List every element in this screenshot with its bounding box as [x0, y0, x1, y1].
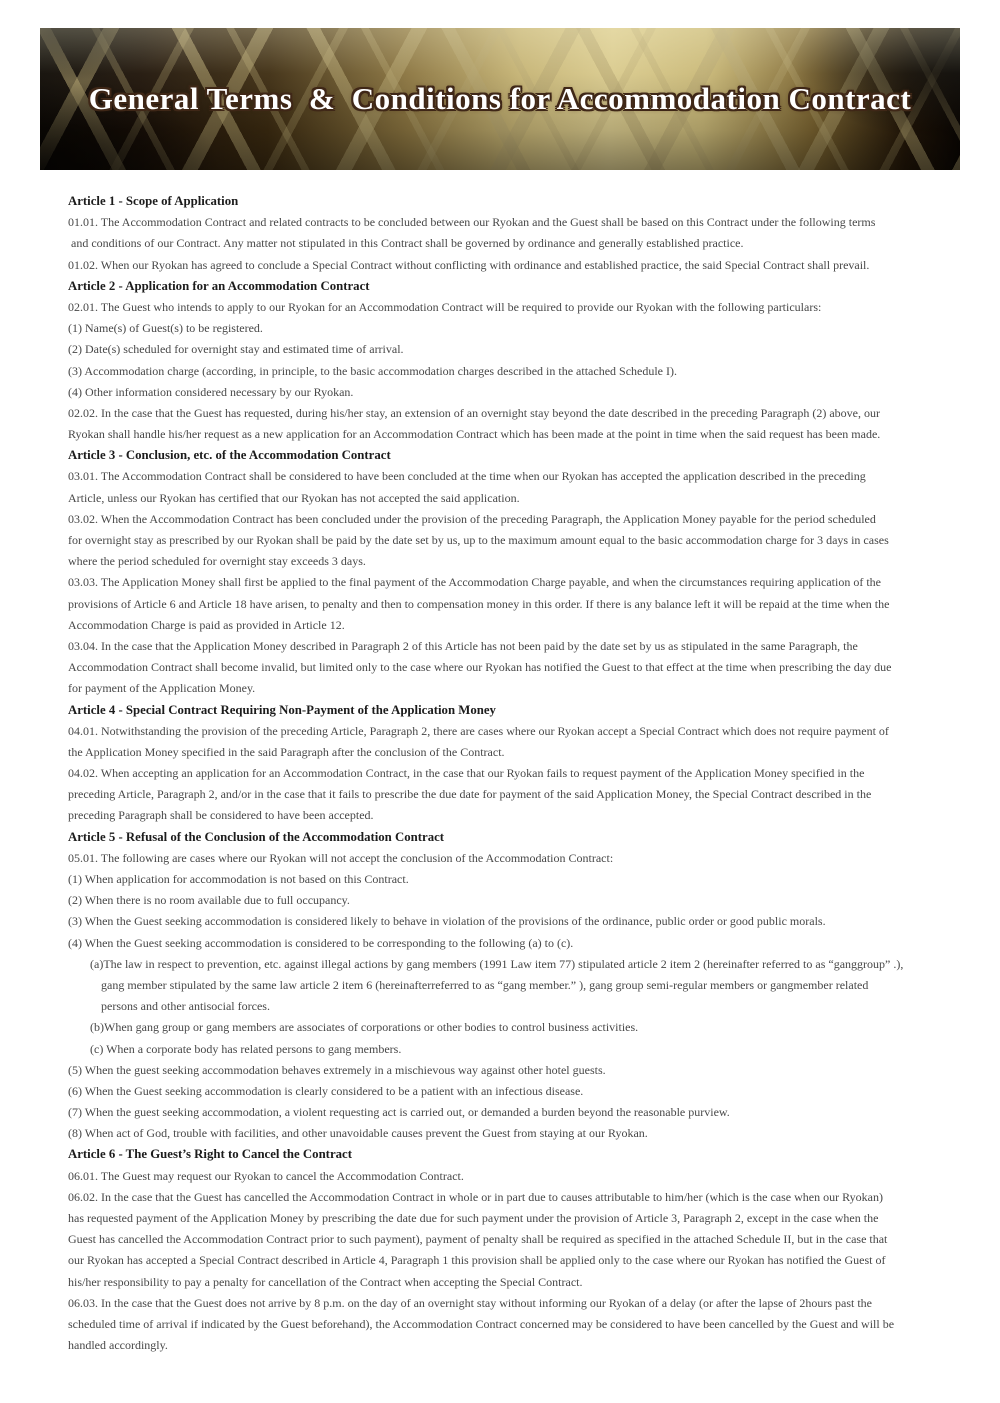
text-line: (7) When the guest seeking accommodation, a violent requesting act is carried out, or demanded a burden beyond the reasonable purview.: [68, 1105, 730, 1120]
text-line: (4) Other information considered necessary by our Ryokan.: [68, 384, 354, 399]
text-line: 04.01. Notwithstanding the provision of the preceding Article, Paragraph 2, there are cases where our Ryokan accept a Special Contract which does not require payment of: [68, 723, 889, 738]
text-line: Accommodation Contract shall become invalid, but limited only to the case where our Ryokan has notified the Guest to that effect at the time when prescribing the day due: [68, 660, 892, 675]
text-line: (6) When the Guest seeking accommodation is clearly considered to be a patient with an infectious disease.: [68, 1083, 584, 1098]
text-line: the Application Money specified in the said Paragraph after the conclusion of the Contract.: [68, 744, 505, 759]
paragraph: [68, 721, 968, 763]
text-line: Accommodation Charge is paid as provided in Article 12.: [68, 617, 345, 632]
article-heading: Article 5 - Refusal of the Conclusion of the Accommodation Contract: [68, 829, 445, 844]
text-line: for overnight stay as prescribed by our Ryokan shall be paid by the date set by us, up to the maximum amount equal to the basic accommodation charge for 3 days in cases: [68, 533, 889, 547]
text-line: preceding Article, Paragraph 2, and/or in the case that it fails to prescribe the due date for payment of the said Application Money, the Special Contract described in the: [68, 787, 872, 802]
text-line: (c) When a corporate body has related persons to gang members.: [90, 1041, 402, 1056]
text-line: has requested payment of the Application Money by prescribing the date due for such payment under the provision of Article 3, Paragraph 2, except in the case when the: [68, 1211, 879, 1225]
paragraph: [68, 869, 968, 890]
text-line: preceding Paragraph shall be considered to have been accepted.: [68, 808, 374, 823]
text-line: 04.02. When accepting an application for an Accommodation Contract, in the case that our Ryokan fails to request payment of the Application Money specified in the: [68, 766, 865, 781]
text-line: 02.02. In the case that the Guest has requested, during his/her stay, an extension of an overnight stay beyond the date described in the preceding Paragraph (2) above, our: [68, 405, 880, 420]
paragraph: [68, 1017, 968, 1038]
text-line: (1) Name(s) of Guest(s) to be registered.: [68, 321, 263, 336]
paragraph: [68, 297, 968, 318]
article-heading: Article 2 - Application for an Accommodation Contract: [68, 278, 370, 293]
paragraph: [68, 212, 968, 254]
text-line: Guest has cancelled the Accommodation Contract prior to such payment), payment of penalty shall be required as specified in the attached Schedule II, but in the case that: [68, 1232, 888, 1247]
paragraph: [68, 1123, 968, 1144]
text-line: 01.01. The Accommodation Contract and related contracts to be concluded between our Ryokan and the Guest shall be based on this Contract under the following terms: [68, 215, 876, 230]
document-body: [68, 191, 968, 1356]
paragraph: [68, 339, 968, 360]
page-title: General Terms & Conditions for Accommodation Contract: [88, 81, 912, 116]
text-line: (4) When the Guest seeking accommodation is considered to be corresponding to the following (a) to (c).: [68, 935, 574, 950]
text-line: (3) Accommodation charge (according, in principle, to the basic accommodation charges described in the attached Schedule I).: [68, 363, 677, 378]
paragraph: [68, 382, 968, 403]
article-heading: Article 3 - Conclusion, etc. of the Accommodation Contract: [68, 448, 391, 463]
text-line: 06.01. The Guest may request our Ryokan to cancel the Accommodation Contract.: [68, 1168, 464, 1183]
text-line: (a)The law in respect to prevention, etc. against illegal actions by gang members (1991 Law item 77) stipulated article 2 item 2 (hereinafter referred to as “ganggroup” .),: [90, 956, 904, 971]
paragraph: [68, 318, 968, 339]
paragraph: [68, 636, 968, 700]
paragraph: [68, 1166, 968, 1187]
text-line: (b)When gang group or gang members are associates of corporations or other bodies to control business activities.: [90, 1020, 639, 1035]
text-line: gang member stipulated by the same law article 2 item 6 (hereinafterreferred to as “gang member.” ), gang group semi-regular members or gangmember related: [101, 977, 869, 992]
title-banner: [40, 28, 960, 170]
paragraph: [68, 1081, 968, 1102]
paragraph: [68, 572, 968, 636]
text-line: Article, unless our Ryokan has certified that our Ryokan has not accepted the said application.: [68, 490, 520, 505]
paragraph: [68, 1102, 968, 1123]
paragraph: [68, 466, 968, 508]
text-line: 03.04. In the case that the Application Money described in Paragraph 2 of this Article has not been paid by the date set by us as stipulated in the same Paragraph, the: [68, 638, 858, 653]
text-line: provisions of Article 6 and Article 18 have arisen, to penalty and then to compensation money in this order. If there is any balance left it will be repaid at the time when the: [68, 596, 890, 611]
paragraph: [68, 890, 968, 911]
article-heading: Article 1 - Scope of Application: [68, 194, 239, 208]
text-line: and conditions of our Contract. Any matter not stipulated in this Contract shall be governed by ordinance and generally established practice.: [68, 236, 744, 251]
text-line: (2) Date(s) scheduled for overnight stay and estimated time of arrival.: [68, 342, 404, 357]
paragraph: [68, 848, 968, 869]
text-line: handled accordingly.: [68, 1338, 168, 1353]
paragraph: [68, 911, 968, 932]
text-line: his/her responsibility to pay a penalty for cancellation of the Contract when accepting the Special Contract.: [68, 1274, 583, 1289]
text-line: (3) When the Guest seeking accommodation is considered likely to behave in violation of the provisions of the ordinance, public order or good public morals.: [68, 914, 826, 929]
paragraph: [68, 255, 968, 276]
text-line: scheduled time of arrival if indicated by the Guest beforehand), the Accommodation Contract concerned may be considered to have been cancelled by the Guest and will be: [68, 1316, 895, 1331]
text-line: (1) When application for accommodation is not based on this Contract.: [68, 872, 409, 886]
paragraph: [68, 1060, 968, 1081]
paragraph: [68, 1039, 968, 1060]
paragraph: [68, 509, 968, 573]
text-line: 05.01. The following are cases where our Ryokan will not accept the conclusion of the Accommodation Contract:: [68, 850, 614, 865]
text-line: our Ryokan has accepted a Special Contract described in Article 4, Paragraph 1 this provision shall be applied only to the case where our Ryokan has notified the Guest of: [68, 1253, 886, 1268]
text-line: 03.03. The Application Money shall first be applied to the final payment of the Accommodation Charge payable, and when the circumstances requiring application of the: [68, 575, 881, 590]
text-line: for payment of the Application Money.: [68, 681, 256, 696]
text-line: 02.01. The Guest who intends to apply to our Ryokan for an Accommodation Contract will be required to provide our Ryokan with the following particulars:: [68, 299, 822, 314]
text-line: 06.02. In the case that the Guest has cancelled the Accommodation Contract in whole or in part due to causes attributable to him/her (which is the case when our Ryokan): [68, 1189, 883, 1204]
article-heading: Article 4 - Special Contract Requiring Non-Payment of the Application Money: [68, 702, 496, 717]
paragraph: [68, 361, 968, 382]
paragraph: [68, 1187, 968, 1293]
paragraph: [68, 403, 968, 445]
text-line: 03.01. The Accommodation Contract shall be considered to have been concluded at the time when our Ryokan has accepted the application described in the preceding: [68, 469, 866, 484]
paragraph: [68, 933, 968, 954]
article-heading: Article 6 - The Guest’s Right to Cancel the Contract: [68, 1147, 352, 1162]
text-line: persons and other antisocial forces.: [101, 999, 270, 1014]
text-line: (5) When the guest seeking accommodation behaves extremely in a mischievous way against other hotel guests.: [68, 1062, 606, 1077]
text-line: 01.02. When our Ryokan has agreed to conclude a Special Contract without conflicting with ordinance and established practice, the said Special Contract shall prevail.: [68, 257, 870, 272]
text-line: where the period scheduled for overnight stay exceeds 3 days.: [68, 554, 366, 569]
text-line: (8) When act of God, trouble with facilities, and other unavoidable causes prevent the Guest from staying at our Ryokan.: [68, 1126, 648, 1141]
paragraph: [68, 763, 968, 827]
text-line: (2) When there is no room available due to full occupancy.: [68, 893, 350, 908]
text-line: 06.03. In the case that the Guest does not arrive by 8 p.m. on the day of an overnight stay without informing our Ryokan of a delay (or after the lapse of 2hours past the: [68, 1295, 872, 1310]
text-line: 03.02. When the Accommodation Contract has been concluded under the provision of the preceding Paragraph, the Application Money payable for the period scheduled: [68, 511, 876, 526]
paragraph: [68, 1293, 968, 1357]
text-line: Ryokan shall handle his/her request as a new application for an Accommodation Contract which has been made at the point in time when the said request has been made.: [68, 427, 881, 442]
paragraph: [68, 954, 968, 1018]
